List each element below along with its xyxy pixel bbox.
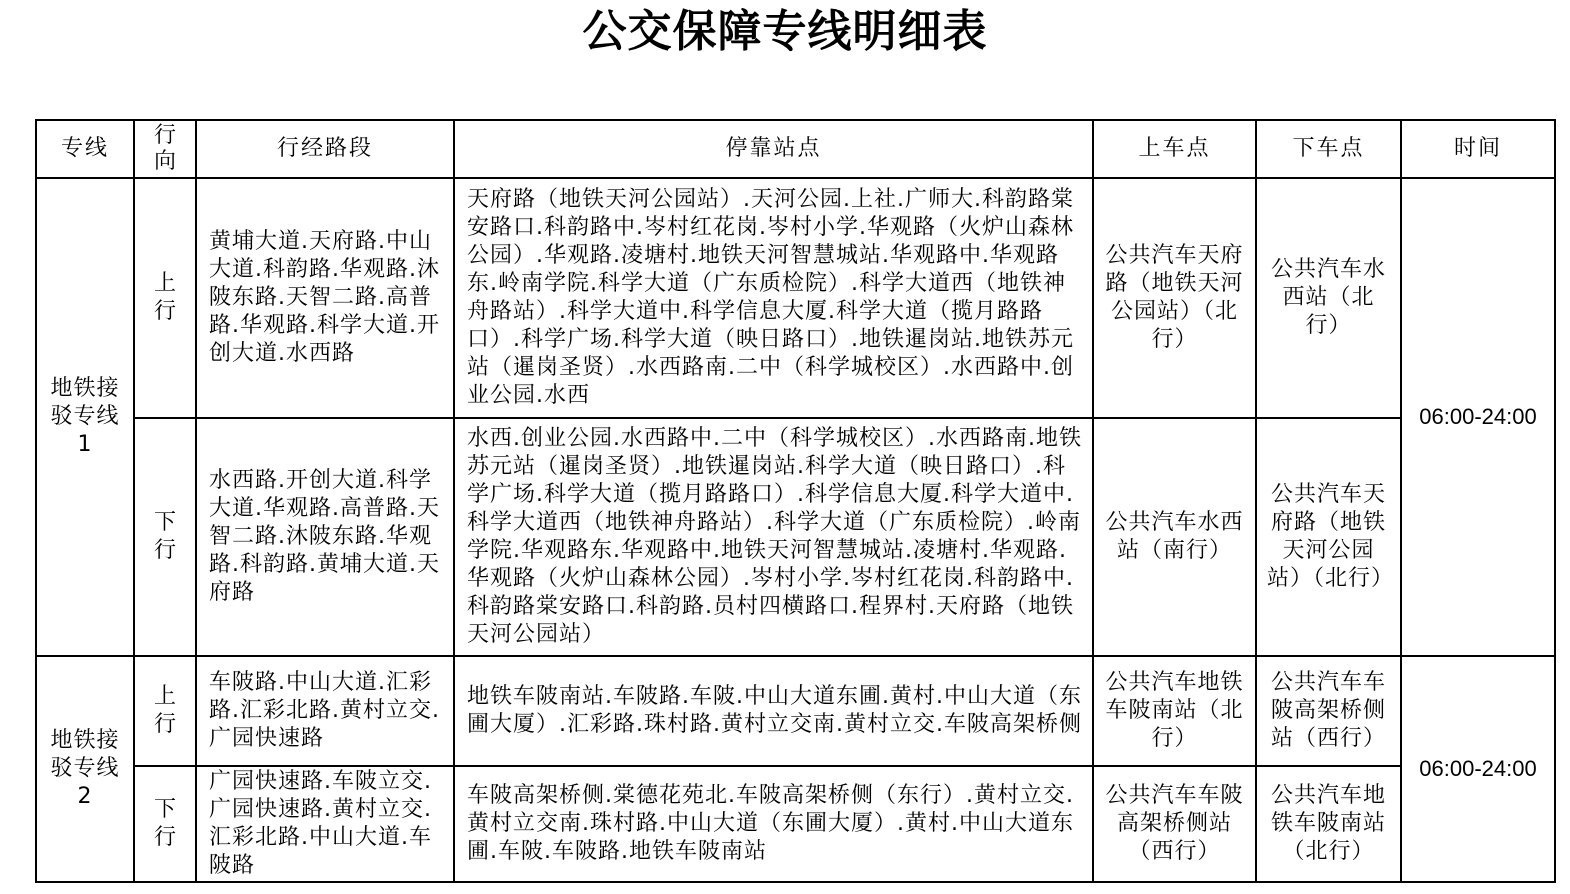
route-cell: 黄埔大道.天府路.中山大道.科韵路.华观路.沐陂东路.天智二路.高普路.华观路.科学大道.开创大道.水西路: [196, 178, 454, 418]
line-name-cell: [36, 656, 134, 882]
stops-cell: 地铁车陂南站.车陂路.车陂.中山大道东圃.黄村.中山大道（东圃大厦）.汇彩路.珠村路.黄村立交南.黄村立交.车陂高架桥侧: [454, 656, 1093, 766]
direction-cell: [134, 418, 196, 656]
header-stops: 停靠站点: [454, 120, 1093, 178]
table-row: [36, 656, 1555, 766]
boarding-point-cell: 公共汽车天府路（地铁天河公园站）（北行）: [1093, 178, 1256, 418]
alighting-point-cell: 公共汽车水西站（北行）: [1256, 178, 1401, 418]
line-name: 地铁接驳专线2: [50, 728, 120, 809]
table-row: [36, 178, 1555, 418]
stops-cell: 天府路（地铁天河公园站）.天河公园.上社.广师大.科韵路棠安路口.科韵路中.岑村红花岗.岑村小学.华观路（火炉山森林公园）.华观路.凌塘村.地铁天河智慧城站.华观路中.华观路东.岭南学院.科学大道（广东质检院）.科学大道西（地铁神舟路站）.科学大道中.科学信息大厦.科学大道（揽月路路口）.科学广场.科学大道（映日路口）.地铁暹岗站.地铁苏元站（暹岗圣贤）.水西路南.二中（科学城校区）.水西路中.创业公园.水西: [454, 178, 1093, 418]
table-header-row: [36, 120, 1555, 178]
header-board: 上车点: [1093, 120, 1256, 178]
service-time-cell: 06:00-24:00: [1401, 656, 1555, 882]
header-line: 专线: [36, 120, 134, 178]
direction-label: 上行: [153, 684, 176, 737]
route-cell: 水西路.开创大道.科学大道.华观路.高普路.天智二路.沐陂东路.华观路.科韵路.黄埔大道.天府路: [196, 418, 454, 656]
header-route: 行经路段: [196, 120, 454, 178]
boarding-point-cell: 公共汽车车陂高架桥侧站（西行）: [1093, 766, 1256, 882]
service-time-cell: 06:00-24:00: [1401, 178, 1555, 656]
alighting-point-cell: 公共汽车地铁车陂南站（北行）: [1256, 766, 1401, 882]
stops-cell: 水西.创业公园.水西路中.二中（科学城校区）.水西路南.地铁苏元站（暹岗圣贤）.地铁暹岗站.科学大道（映日路口）.科学广场.科学大道（揽月路路口）.科学信息大厦.科学大道中.科学大道西（地铁神舟路站）.科学大道（广东质检院）.岭南学院.华观路东.华观路中.地铁天河智慧城站.凌塘村.华观路.华观路（火炉山森林公园）.岑村小学.岑村红花岗.科韵路中.科韵路棠安路口.科韵路.员村四横路口.程界村.天府路（地铁天河公园站）: [454, 418, 1093, 656]
table-row: [36, 418, 1555, 656]
direction-cell: [134, 766, 196, 882]
alighting-point-cell: 公共汽车车陂高架桥侧站（西行）: [1256, 656, 1401, 766]
line-name: 地铁接驳专线1: [50, 376, 120, 457]
direction-label: 下行: [153, 797, 176, 850]
route-cell: 车陂路.中山大道.汇彩路.汇彩北路.黄村立交.广园快速路: [196, 656, 454, 766]
line-name-cell: [36, 178, 134, 656]
header-alight: 下车点: [1256, 120, 1401, 178]
alighting-point-cell: 公共汽车天府路（地铁天河公园站）（北行）: [1256, 418, 1401, 656]
table-row: [36, 766, 1555, 882]
bus-route-table: [35, 119, 1556, 883]
route-cell: 广园快速路.车陂立交.广园快速路.黄村立交.汇彩北路.中山大道.车陂路: [196, 766, 454, 882]
boarding-point-cell: 公共汽车地铁车陂南站（北行）: [1093, 656, 1256, 766]
header-direction: 行向: [134, 120, 196, 178]
direction-label: 上行: [153, 271, 176, 324]
direction-cell: [134, 178, 196, 418]
header-time: 时间: [1401, 120, 1555, 178]
boarding-point-cell: 公共汽车水西站（南行）: [1093, 418, 1256, 656]
stops-cell: 车陂高架桥侧.棠德花苑北.车陂高架桥侧（东行）.黄村立交.黄村立交南.珠村路.中山大道（东圃大厦）.黄村.中山大道东圃.车陂.车陂路.地铁车陂南站: [454, 766, 1093, 882]
page-title: 公交保障专线明细表: [582, 6, 988, 57]
direction-cell: [134, 656, 196, 766]
direction-label: 下行: [153, 510, 176, 563]
